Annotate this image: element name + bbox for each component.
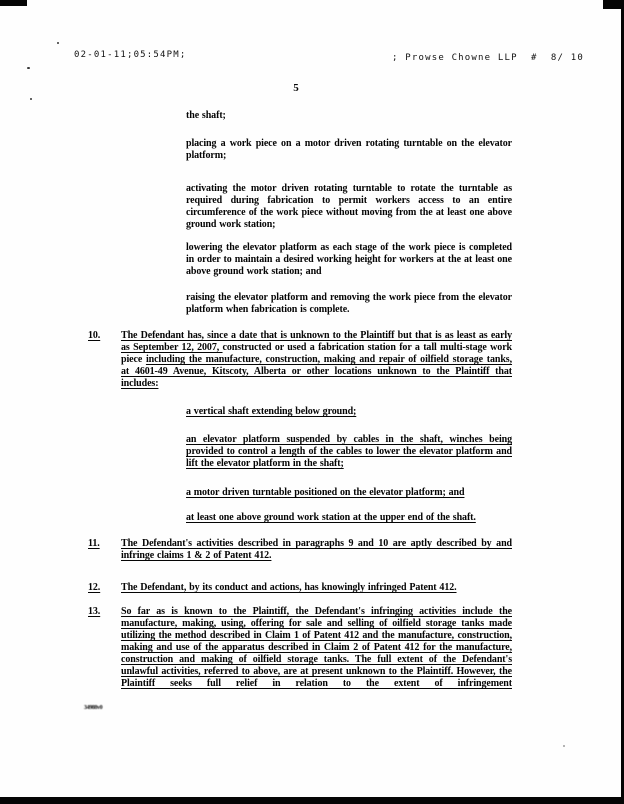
- scan-edge-top-left: [0, 0, 27, 6]
- scan-speckle: [563, 745, 565, 747]
- paragraph-10-text: [121, 330, 512, 390]
- fax-timestamp: 02-01-11;05:54PM;: [74, 50, 187, 60]
- paragraph-11: [88, 538, 512, 562]
- subclause-elevator-platform: an elevator platform suspended by cables in the shaft, winches being provided to control a length of the cables to lower the elevator platform and lift the elevator platform in the shaft;: [186, 434, 512, 469]
- clause-lowering-platform: lowering the elevator platform as each stage of the work piece is completed in order to maintain a desired working height for workers at the at least one above ground work station; and: [186, 242, 512, 277]
- clause-placing-work-piece: placing a work piece on a motor driven rotating turntable on the elevator platform;: [186, 138, 512, 161]
- paragraph-13: [88, 606, 512, 690]
- paragraph-13-text: So far as is known to the Plaintiff, the Defendant's infringing activities include the manufacture, making, using, offering for sale and selling of oilfield storage tanks made utilizing the method described in Claim 1 of Patent 412 and the manufacture, construction, making and use of the apparatus described in Claim 2 of Patent 412 for the manufacture, construction and making of oilfield storage tanks. The full extent of the Defendant's unlawful activities, referred to above, are at present unknown to the Plaintiff. However, the Plaintiff seeks full relief in relation to the extent of infringement: [121, 606, 512, 689]
- paragraph-10-segment-underlined-1: The Defendant has, since a date that is unknown to the Plaintiff but that is as least as early as September 12, 2007,: [121, 330, 512, 353]
- scan-speckle: [27, 67, 30, 69]
- subclause-work-station: at least one above ground work station at the upper end of the shaft.: [186, 512, 476, 523]
- paragraph-11-text: The Defendant's activities described in paragraphs 9 and 10 are aptly described by and infringe claims 1 & 2 of Patent 412.: [121, 538, 512, 561]
- paragraph-10-segment-plain: constructed or used a fabrication station for a tall multi-stage work piece: [121, 342, 512, 365]
- fax-station-id: ; Prowse Chowne LLP # 8/ 10: [392, 53, 584, 63]
- clause-raising-platform: raising the elevator platform and removing the work piece from the elevator platform when fabrication is complete.: [186, 292, 512, 315]
- paragraph-12-number: 12.: [88, 582, 101, 593]
- paragraph-10-number: 10.: [88, 330, 101, 341]
- paragraph-12: [88, 582, 512, 594]
- document-id-stamp: 34988v0: [84, 705, 103, 711]
- page-number: 5: [293, 82, 299, 94]
- subclause-motor-turntable: a motor driven turntable positioned on the elevator platform; and: [186, 487, 465, 498]
- scan-speckle: [30, 98, 32, 100]
- paragraph-11-number: 11.: [88, 538, 100, 549]
- scan-edge-bottom: [0, 797, 624, 804]
- clause-activating-turntable: activating the motor driven rotating turntable to rotate the turntable as required during fabrication to permit workers access to an entire circumference of the work piece without moving from the at least one above ground work station;: [186, 183, 512, 230]
- subclause-vertical-shaft: a vertical shaft extending below ground;: [186, 406, 357, 417]
- paragraph-10: [88, 330, 512, 390]
- clause-the-shaft: the shaft;: [186, 110, 226, 121]
- paragraph-13-number: 13.: [88, 606, 101, 617]
- scan-speckle: [57, 42, 59, 44]
- paragraph-12-text: The Defendant, by its conduct and actions, has knowingly infringed Patent 412.: [121, 582, 457, 593]
- paragraph-10-segment-underlined-2: including the manufacture, construction, making and repair of oilfield storage tanks, at 4601-49 Avenue, Kitscoty, Alberta or other locations unknown to the Plaintiff that includes:: [121, 354, 513, 389]
